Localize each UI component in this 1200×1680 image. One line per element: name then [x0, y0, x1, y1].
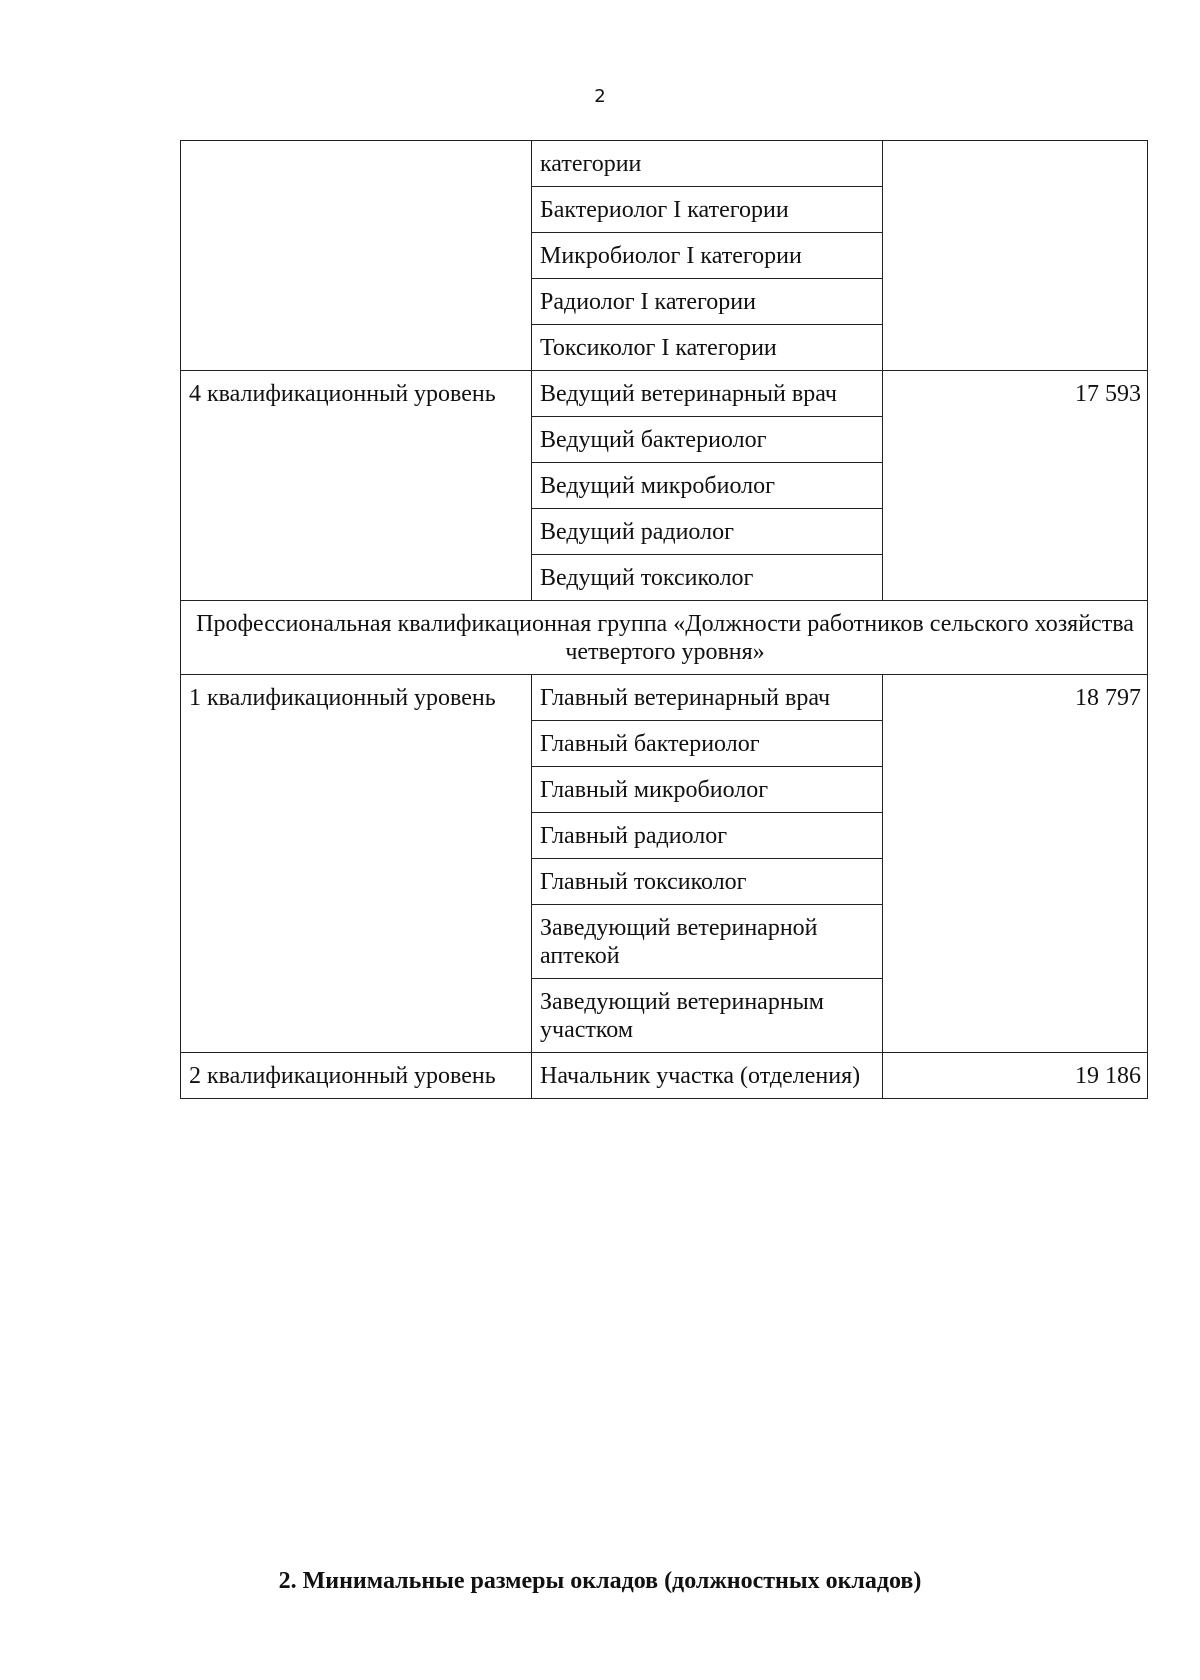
table-row [181, 1053, 1148, 1099]
level-cell: 2 квалификационный уровень [181, 1053, 532, 1099]
position-cell: Главный микробиолог [532, 767, 883, 813]
salary-cell: 17 593 [883, 371, 1148, 601]
position-cell: Главный радиолог [532, 813, 883, 859]
position-cell: Ведущий токсиколог [532, 555, 883, 601]
level-cell [181, 141, 532, 371]
salary-table [180, 140, 1148, 1099]
table-row [181, 141, 1148, 187]
salary-cell: 18 797 [883, 675, 1148, 1053]
table-row [181, 601, 1148, 675]
table-row [181, 371, 1148, 417]
salary-cell: 19 186 [883, 1053, 1148, 1099]
position-cell: Радиолог I категории [532, 279, 883, 325]
level-cell: 1 квалификационный уровень [181, 675, 532, 1053]
section-title: 2. Минимальные размеры окладов (должностных окладов) [278, 1568, 922, 1594]
position-cell: Главный бактериолог [532, 721, 883, 767]
position-cell: Главный ветеринарный врач [532, 675, 883, 721]
position-cell: Бактериолог I категории [532, 187, 883, 233]
position-cell: Заведующий ветеринарной аптекой [532, 905, 883, 979]
page-number: 2 [594, 86, 606, 107]
position-cell: Микробиолог I категории [532, 233, 883, 279]
level-cell: 4 квалификационный уровень [181, 371, 532, 601]
position-cell: категории [532, 141, 883, 187]
group-header-cell: Профессиональная квалификационная группа «Должности работников сельского хозяйства четвертого уровня» [181, 601, 1148, 675]
position-cell: Ведущий микробиолог [532, 463, 883, 509]
position-cell: Заведующий ветеринарным участком [532, 979, 883, 1053]
position-cell: Ведущий радиолог [532, 509, 883, 555]
table-row [181, 675, 1148, 721]
position-cell: Ведущий бактериолог [532, 417, 883, 463]
position-cell: Начальник участка (отделения) [532, 1053, 883, 1099]
position-cell: Главный токсиколог [532, 859, 883, 905]
position-cell: Токсиколог I категории [532, 325, 883, 371]
position-cell: Ведущий ветеринарный врач [532, 371, 883, 417]
salary-cell [883, 141, 1148, 371]
